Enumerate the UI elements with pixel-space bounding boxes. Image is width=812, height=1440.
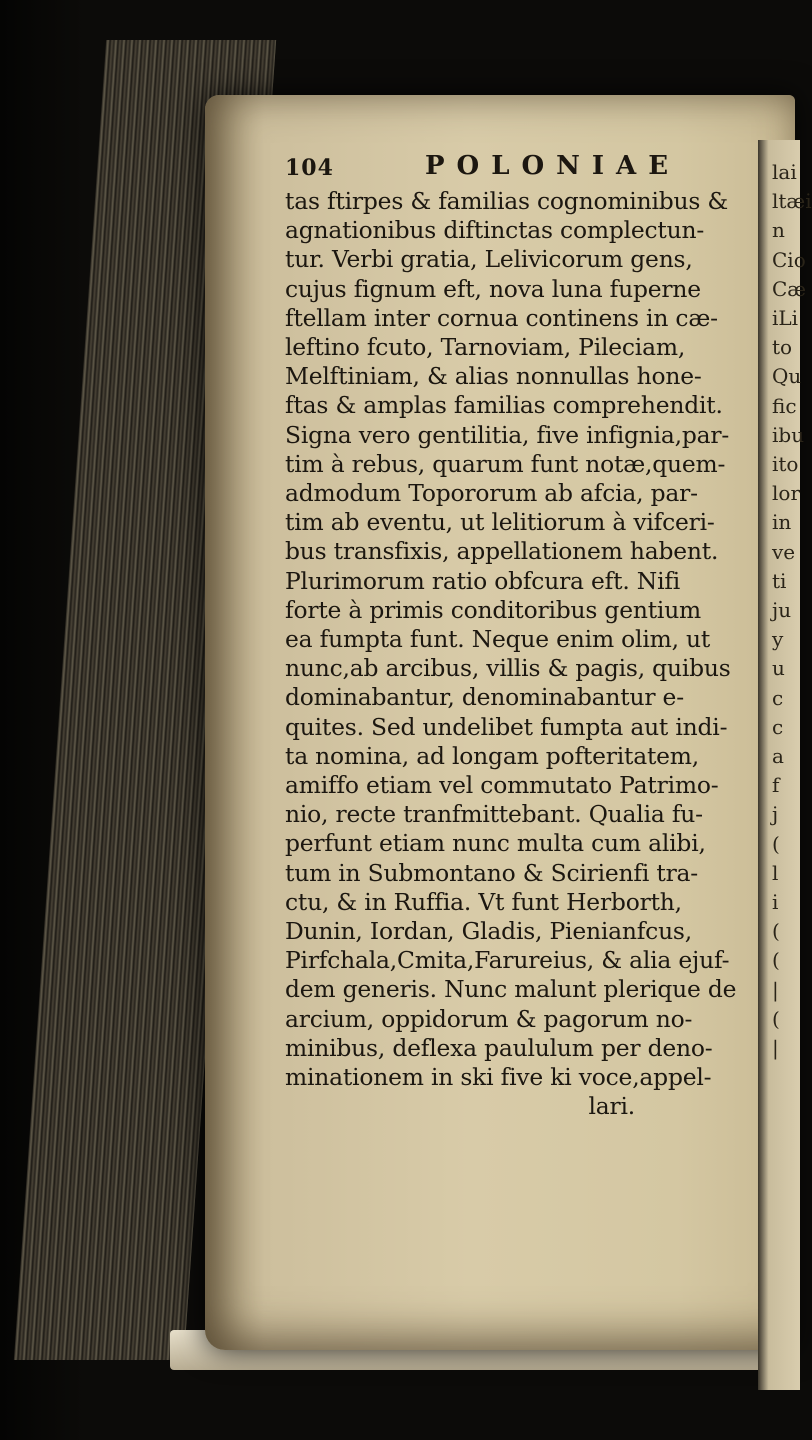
text-block (285, 151, 765, 1122)
text-line: arcium, oppidorum & pagorum no- (285, 1004, 693, 1033)
next-page-fragment: ti (772, 568, 787, 593)
text-line: nio, recte tranfmittebant. Qualia fu- (285, 800, 703, 829)
next-page-fragment: lor (772, 481, 800, 506)
text-line: forte à primis conditoribus gentium (285, 595, 702, 624)
next-page-fragment: c (772, 714, 784, 739)
next-page-fragment: ( (772, 1006, 780, 1031)
next-page-fragment: to (772, 335, 793, 360)
text-line: agnationibus diftinctas complectun- (285, 216, 705, 245)
text-line: minibus, deflexa paululum per deno- (285, 1033, 713, 1062)
page-header (285, 151, 765, 187)
next-page-fragment: iLi (772, 306, 799, 330)
text-line: tas ftirpes & familias cognominibus & (285, 187, 729, 215)
page-number: 104 (285, 155, 334, 181)
next-page-fragment: a (772, 744, 784, 768)
next-page-fragment: | (772, 1036, 779, 1060)
next-page-fragment: Cæ (772, 276, 807, 301)
next-page-fragment: ito (772, 452, 799, 476)
next-page-fragment: n (772, 218, 785, 243)
text-line: quites. Sed undelibet fumpta aut indi- (285, 712, 728, 741)
text-line: ea fumpta funt. Neque enim olim, ut (285, 625, 711, 654)
next-page-fragment: fic (772, 393, 797, 418)
text-line: ta nomina, ad longam pofteritatem, (285, 741, 700, 770)
next-page-fragment: l (772, 860, 779, 885)
next-page-fragment: y (772, 627, 784, 652)
next-page-fragment: Qu (772, 364, 802, 389)
text-line: ftas & amplas familias comprehendit. (285, 391, 723, 420)
next-page-fragment: u (772, 656, 785, 681)
next-page-fragment: ( (772, 919, 780, 944)
text-line: cujus fignum eft, nova luna fuperne (285, 274, 701, 303)
text-line: tum in Submontano & Scirienfi tra- (285, 858, 699, 887)
body-text (285, 187, 765, 1092)
text-line: Pirfchala,Cmita,Farureius, & alia ejuf- (285, 946, 730, 975)
text-line: Plurimorum ratio obfcura eft. Nifi (285, 566, 681, 595)
text-line: minationem in ski five ki voce,appel- (285, 1063, 712, 1092)
next-page-fragment: f (772, 773, 780, 798)
next-page-fragment: ibu (772, 422, 805, 447)
text-line: nunc,ab arcibus, villis & pagis, quibus (285, 654, 731, 683)
text-line: Dunin, Iordan, Gladis, Pienianfcus, (285, 917, 692, 946)
next-page-fragment: Cio (772, 247, 806, 272)
text-line: tur. Verbi gratia, Lelivicorum gens, (285, 245, 693, 274)
text-line: dominabantur, denominabantur e- (285, 683, 684, 712)
next-page-fragment: ve (772, 539, 796, 564)
text-line: Melftiniam, & alias nonnullas hone- (285, 362, 702, 391)
text-line: Signa vero gentilitia, five infignia,par- (285, 420, 730, 449)
next-page-fragment: i (772, 890, 779, 914)
text-line: tim ab eventu, ut lelitiorum à vifceri- (285, 508, 715, 537)
running-head: POLONIAE (425, 151, 681, 181)
next-page-fragment: | (772, 977, 779, 1002)
text-line: ftellam inter cornua continens in cæ- (285, 303, 718, 332)
text-line: amiffo etiam vel commutato Patrimo- (285, 771, 719, 800)
last-line: lari. (588, 1092, 635, 1121)
text-line: admodum Topororum ab afcia, par- (285, 479, 698, 508)
text-line: leftino fcuto, Tarnoviam, Pileciam, (285, 333, 686, 362)
next-page-fragment: ju (772, 598, 792, 622)
text-line: dem generis. Nunc malunt plerique de (285, 975, 737, 1004)
next-page-fragment: ltæi (772, 189, 812, 214)
next-page-fragment: ( (772, 948, 780, 973)
next-page-fragment: in (772, 510, 792, 535)
next-page-fragment: ( (772, 831, 780, 856)
text-line: perfunt etiam nunc multa cum alibi, (285, 829, 706, 858)
next-page-fragment: c (772, 685, 784, 710)
next-page-fragment: j (772, 802, 779, 827)
next-page-fragment: lai (772, 160, 797, 184)
text-line: ctu, & in Ruffia. Vt funt Herborth, (285, 887, 682, 916)
text-line: bus transfixis, appellationem habent. (285, 537, 719, 566)
text-line: tim à rebus, quarum funt notæ,quem- (285, 449, 726, 478)
